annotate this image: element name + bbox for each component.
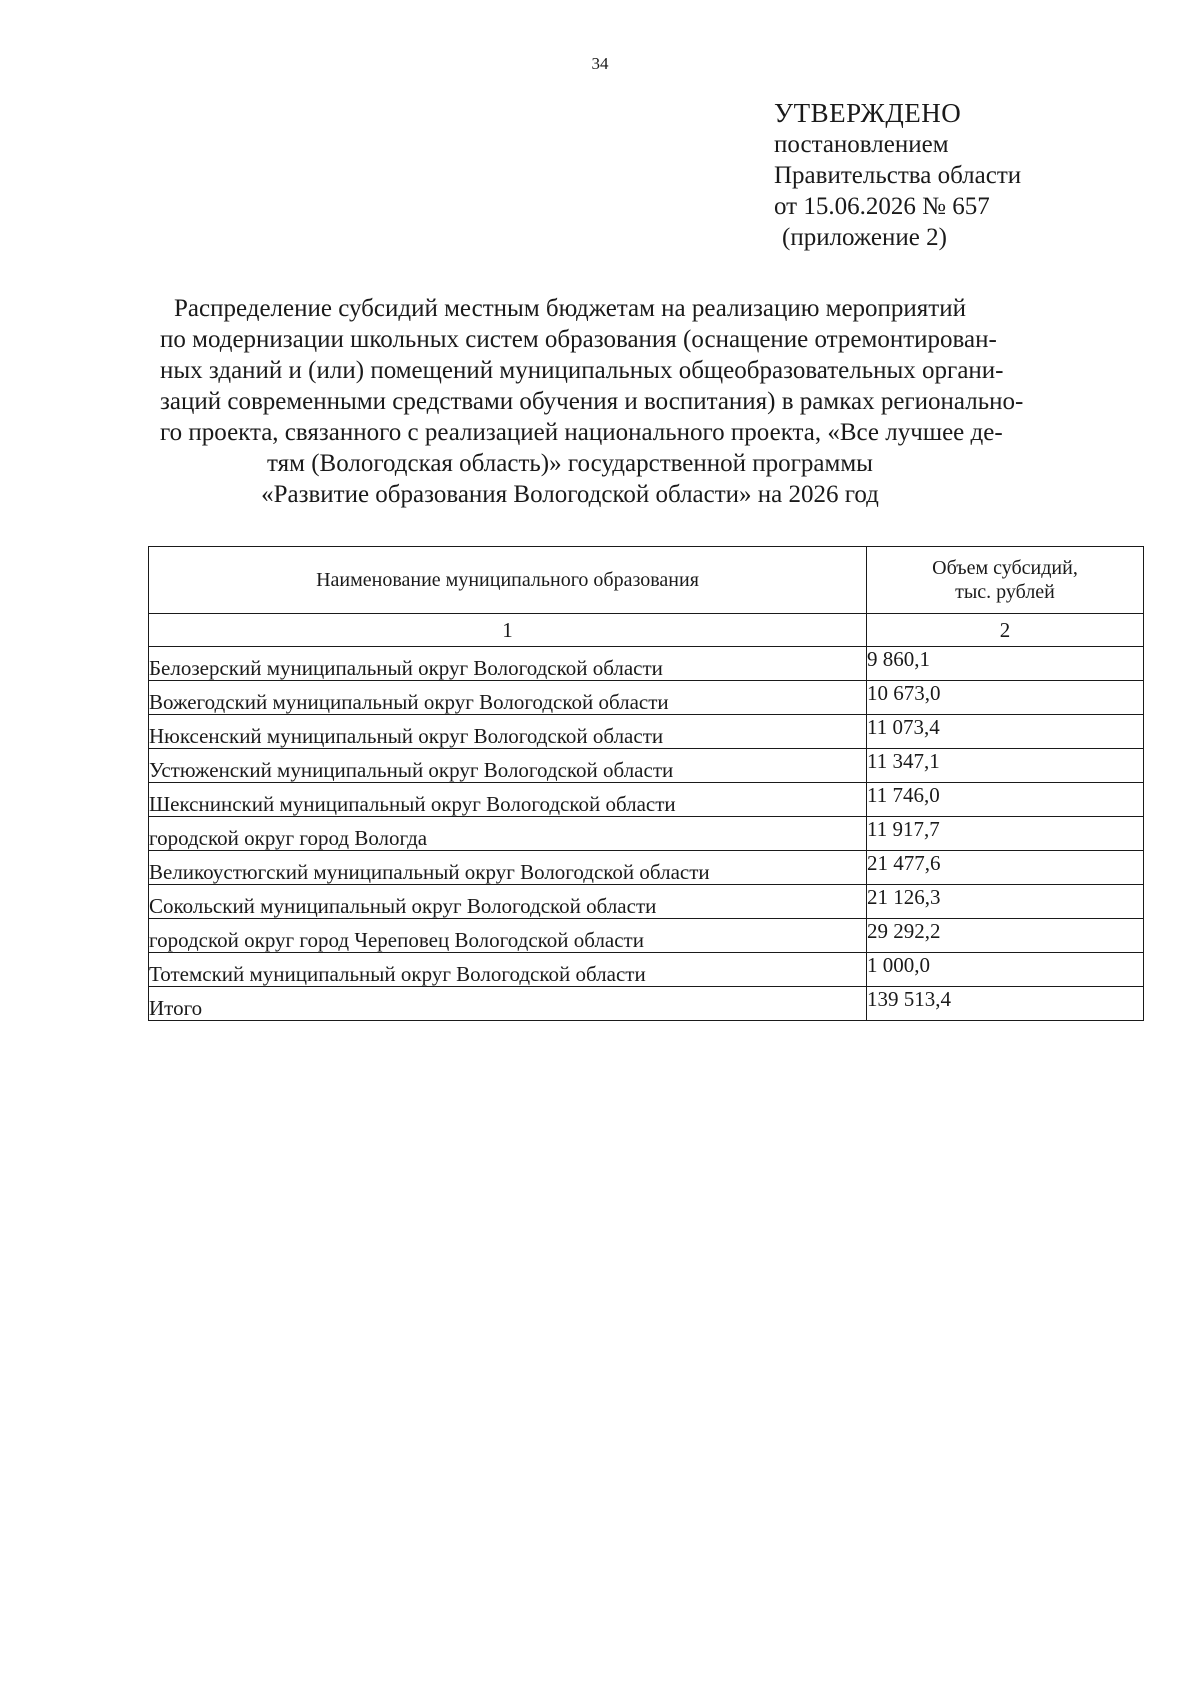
page-number: 34 [591, 54, 609, 73]
table-row [149, 715, 1144, 749]
title-line: «Развитие образования Вологодской области» на 2026 год [261, 481, 879, 508]
total-label: Итого [149, 987, 867, 1021]
index-name-column: 1 [149, 614, 867, 647]
subsidy-amount: 21 126,3 [867, 885, 1144, 919]
index-amount-column: 2 [867, 614, 1144, 647]
approval-line-government: Правительства области [774, 162, 1022, 189]
approval-line-decree: постановлением [774, 131, 949, 158]
municipality-name: Нюксенский муниципальный округ Вологодской области [149, 715, 867, 749]
municipality-name: Белозерский муниципальный округ Вологодской области [149, 647, 867, 681]
table-row [149, 953, 1144, 987]
table-index-row [149, 614, 1144, 647]
subsidy-amount: 11 073,4 [867, 715, 1144, 749]
table-total-row [149, 987, 1144, 1021]
municipality-name: Сокольский муниципальный округ Вологодской области [149, 885, 867, 919]
title-line: го проекта, связанного с реализацией национального проекта, «Все лучшее де- [160, 419, 1003, 446]
approval-line-date-number: от 15.06.2026 № 657 [774, 193, 990, 220]
header-amount-line2: тыс. рублей [955, 581, 1055, 603]
table-row [149, 647, 1144, 681]
document-title [160, 293, 1024, 510]
title-line: Распределение субсидий местным бюджетам на реализацию мероприятий [174, 295, 966, 322]
approval-attachment: (приложение 2) [782, 224, 947, 251]
subsidy-amount: 11 347,1 [867, 749, 1144, 783]
municipality-name: Устюженский муниципальный округ Вологодской области [149, 749, 867, 783]
table-row [149, 783, 1144, 817]
total-amount: 139 513,4 [867, 987, 1144, 1021]
table-row [149, 851, 1144, 885]
municipality-name: Вожегодский муниципальный округ Вологодской области [149, 681, 867, 715]
municipality-name: Тотемский муниципальный округ Вологодской области [149, 953, 867, 987]
header-amount-line1: Объем субсидий, [932, 557, 1078, 579]
approved-label: УТВЕРЖДЕНО [774, 98, 962, 128]
approval-stamp [774, 98, 1174, 253]
title-line: тям (Вологодская область)» государственной программы [267, 450, 873, 477]
table-row [149, 681, 1144, 715]
municipality-name: городской округ город Вологда [149, 817, 867, 851]
subsidy-amount: 11 917,7 [867, 817, 1144, 851]
municipality-name: Великоустюгский муниципальный округ Вологодской области [149, 851, 867, 885]
title-line: ных зданий и (или) помещений муниципальных общеобразовательных органи- [160, 357, 1004, 384]
table-row [149, 817, 1144, 851]
municipality-name: Шекснинский муниципальный округ Вологодской области [149, 783, 867, 817]
header-municipality: Наименование муниципального образования [149, 547, 867, 614]
table-row [149, 919, 1144, 953]
municipality-name: городской округ город Череповец Вологодской области [149, 919, 867, 953]
subsidy-amount: 1 000,0 [867, 953, 1144, 987]
subsidy-amount: 21 477,6 [867, 851, 1144, 885]
title-line: по модернизации школьных систем образования (оснащение отремонтирован- [160, 326, 997, 353]
header-subsidy-amount [867, 547, 1144, 614]
table-row [149, 885, 1144, 919]
table-header-row [149, 547, 1144, 614]
subsidy-amount: 9 860,1 [867, 647, 1144, 681]
subsidy-amount: 11 746,0 [867, 783, 1144, 817]
title-line: заций современными средствами обучения и воспитания) в рамках регионально- [160, 388, 1024, 415]
subsidy-amount: 29 292,2 [867, 919, 1144, 953]
table-row [149, 749, 1144, 783]
subsidy-amount: 10 673,0 [867, 681, 1144, 715]
subsidy-table [148, 546, 1144, 1021]
